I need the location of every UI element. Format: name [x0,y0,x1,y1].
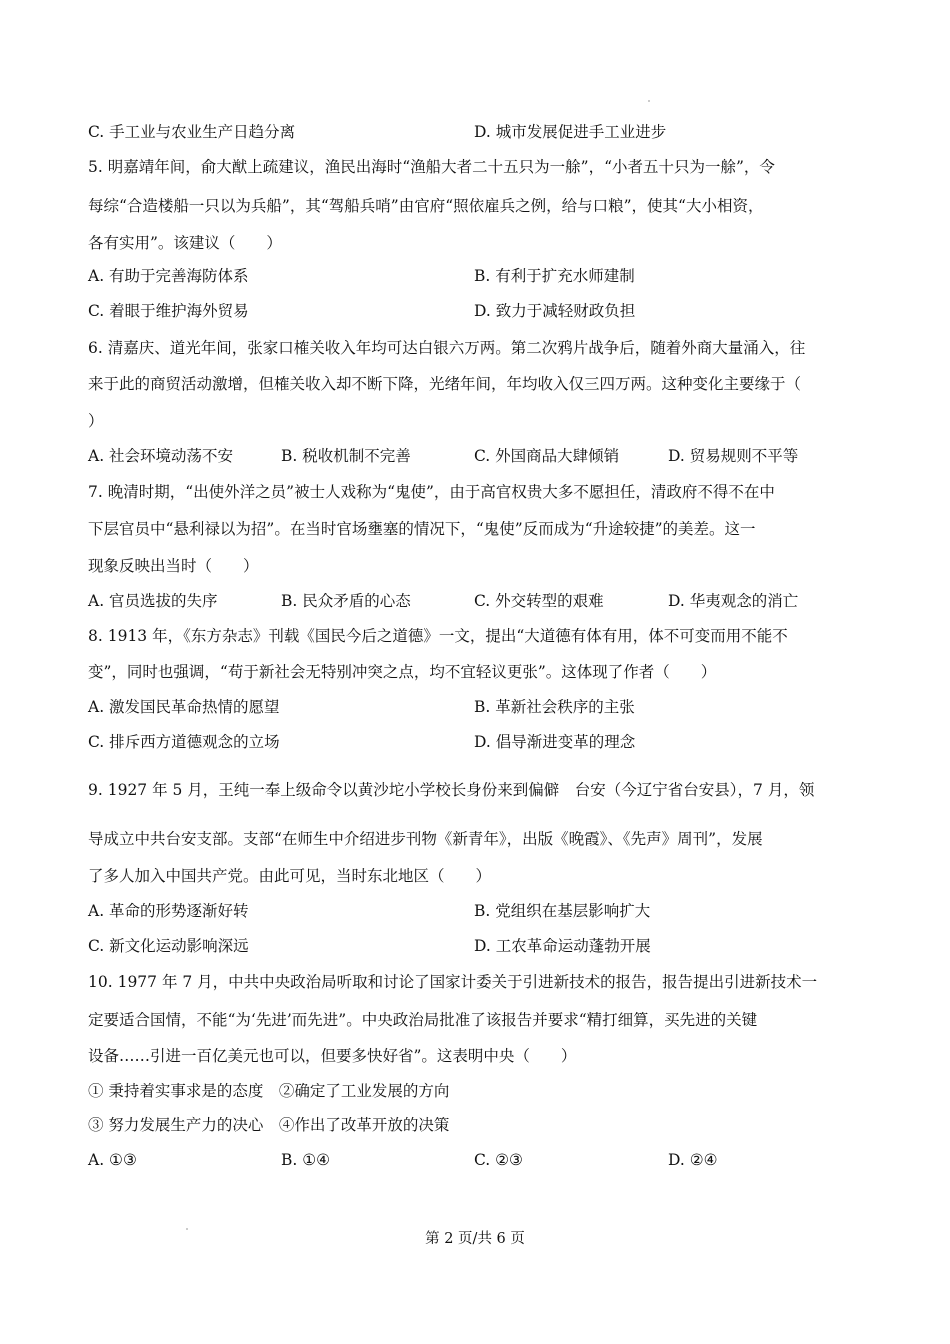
q8-option-a: A. 激发国民革命热情的愿望 [88,698,280,716]
q8-option-d: D. 倡导渐进变革的理念 [474,733,636,751]
q7-stem-line-2: 下层官员中“悬利禄以为招”。在当时官场壅塞的情况下，“鬼使”反而成为“升途较捷”的美差。这一 [88,520,756,538]
q10-stem-line-1: 10. 1977 年 7 月，中共中央政治局听取和讨论了国家计委关于引进新技术的报告，报告提出引进新技术一 [88,973,818,991]
q8-stem-line-2: 变”，同时也强调，“苟于新社会无特别冲突之点，均不宜轻议更张”。这体现了作者（ ） [88,663,717,681]
q10-option-a: A. ①③ [88,1151,137,1169]
q4-option-c: C. 手工业与农业生产日趋分离 [88,123,296,141]
q8-option-c: C. 排斥西方道德观念的立场 [88,733,280,751]
q10-option-d: D. ②④ [668,1151,718,1169]
q10-option-b: B. ①④ [281,1151,331,1169]
q6-stem-line-2: 来于此的商贸活动激增，但榷关收入却不断下降，光绪年间，年均收入仅三四万两。这种变化主要缘于（ [88,375,802,393]
q7-option-c: C. 外交转型的艰难 [474,592,604,610]
q7-stem-line-3: 现象反映出当时（ ） [88,557,259,575]
q9-option-a: A. 革命的形势逐渐好转 [88,902,249,920]
scan-speck [648,100,650,102]
q10-stem-line-3: 设备……引进一百亿美元也可以，但要多快好省”。这表明中央（ ） [88,1047,577,1065]
q5-stem-line-2: 每综“合造楼船一只以为兵船”，其“驾船兵哨”由官府“照依雇兵之例，给与口粮”，使其“大小相资， [88,197,764,215]
q9-option-d: D. 工农革命运动蓬勃开展 [474,937,651,955]
q10-statement-line-2: ③ 努力发展生产力的决心 ④作出了改革开放的决策 [88,1116,450,1134]
q10-stem-line-2: 定要适合国情，不能“为‘先进’而先进”。中央政治局批准了该报告并要求“精打细算，买先进的关键 [88,1011,758,1029]
q10-option-c: C. ②③ [474,1151,523,1169]
q7-stem-line-1: 7. 晚清时期，“出使外洋之员”被士人戏称为“鬼使”，由于高官权贵大多不愿担任，清政府不得不在中 [88,483,775,501]
q8-option-b: B. 革新社会秩序的主张 [474,698,635,716]
q5-option-c: C. 着眼于维护海外贸易 [88,302,249,320]
q9-option-c: C. 新文化运动影响深远 [88,937,249,955]
q6-option-b: B. 税收机制不完善 [281,447,411,465]
q8-stem-line-1: 8. 1913 年，《东方杂志》刊载《国民今后之道德》一文，提出“大道德有体有用，体不可变而用不能不 [88,627,788,645]
q5-option-a: A. 有助于完善海防体系 [88,267,249,285]
q10-statement-line-1: ① 秉持着实事求是的态度 ②确定了工业发展的方向 [88,1082,450,1100]
q6-option-d: D. 贸易规则不平等 [668,447,799,465]
q7-option-d: D. 华夷观念的消亡 [668,592,799,610]
q5-option-b: B. 有利于扩充水师建制 [474,267,635,285]
q6-option-c: C. 外国商品大肆倾销 [474,447,620,465]
q5-option-d: D. 致力于减轻财政负担 [474,302,636,320]
q5-stem-line-3: 各有实用”。该建议（ ） [88,234,282,252]
q9-stem-line-3: 了多人加入中国共产党。由此可见，当时东北地区（ ） [88,867,492,885]
q9-option-b: B. 党组织在基层影响扩大 [474,902,651,920]
q6-option-a: A. 社会环境动荡不安 [88,447,234,465]
page-number-footer: 第 2 页/共 6 页 [425,1231,525,1247]
q9-stem-line-2: 导成立中共台安支部。支部“在师生中介绍进步刊物《新青年》，出版《晚霞》、《先声》周刊”，发展 [88,830,763,848]
q6-stem-line-1: 6. 清嘉庆、道光年间，张家口榷关收入年均可达白银六万两。第二次鸦片战争后，随着外商大量涌入，往 [88,339,806,357]
q5-stem-line-1: 5. 明嘉靖年间，俞大猷上疏建议，渔民出海时“渔船大者二十五只为一艅”，“小者五十只为一艅”，令 [88,158,775,176]
q4-option-d: D. 城市发展促进手工业进步 [474,123,667,141]
q7-option-a: A. 官员选拔的失序 [88,592,218,610]
q9-stem-line-1: 9. 1927 年 5 月，王纯一奉上级命令以黄沙坨小学校长身份来到偏僻 台安（今辽宁省台安县），7 月，领 [88,781,815,799]
q6-stem-line-3: ） [88,412,104,430]
q7-option-b: B. 民众矛盾的心态 [281,592,411,610]
